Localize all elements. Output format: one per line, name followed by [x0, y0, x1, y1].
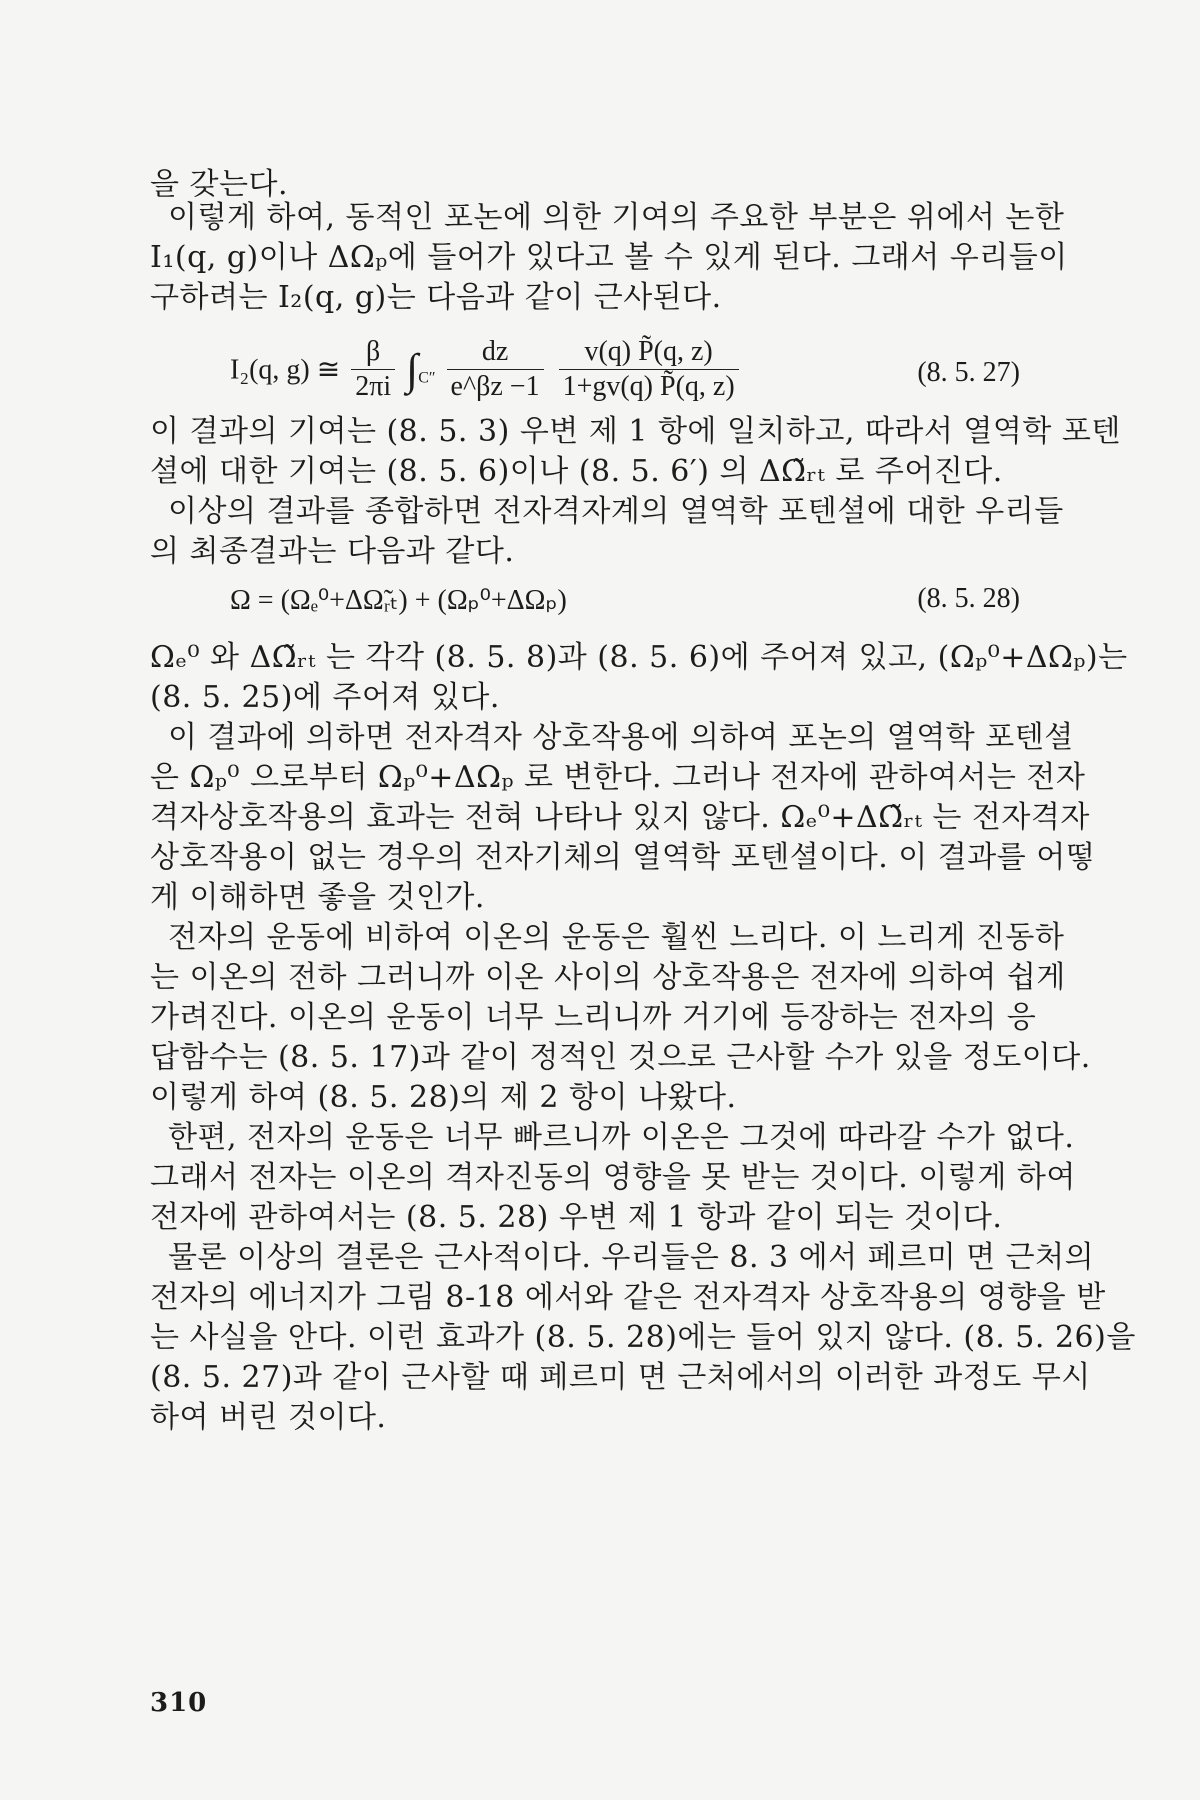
text-line: I₁(q, g)이나 ΔΩₚ에 들어가 있다고 볼 수 있게 된다. 그래서 우리들이: [150, 240, 1068, 275]
fraction-dz: $\frac{dz}{e\^{}\beta z -1}$: [447, 335, 544, 404]
equation-body: Ω = (Ωₑ⁰+ΔΩ̃ᵣₜ) + (Ωₚ⁰+ΔΩₚ): [230, 585, 567, 616]
fraction-beta: $\frac{\beta}{2\pi i}$: [351, 335, 395, 404]
equation-number: (8. 5. 27): [917, 357, 1020, 388]
text-line: 구하려는 I₂(q, g)는 다음과 같이 근사된다.: [150, 280, 722, 315]
text-line: 그래서 전자는 이온의 격자진동의 영향을 못 받는 것이다. 이렇게 하여: [150, 1160, 1076, 1195]
integral-sign: ∫: [406, 345, 419, 394]
text-line: 전자의 에너지가 그림 8-18 에서와 같은 전자격자 상호작용의 영향을 받: [150, 1280, 1106, 1315]
text-line: 하여 버린 것이다.: [150, 1400, 387, 1435]
text-line: 은 Ωₚ⁰ 으로부터 Ωₚ⁰+ΔΩₚ 로 변한다. 그러나 전자에 관하여서는 전자: [150, 760, 1086, 795]
text-line: 는 이온의 전하 그러니까 이온 사이의 상호작용은 전자에 의하여 쉽게: [150, 960, 1066, 995]
equation-8-5-28: [150, 575, 1020, 625]
text-line: 답함수는 (8. 5. 17)과 같이 정적인 것으로 근사할 수가 있을 정도이다.: [150, 1040, 1091, 1075]
text-line: 이 결과의 기여는 (8. 5. 3) 우변 제 1 항에 일치하고, 따라서 열역학 포텐: [150, 414, 1121, 449]
text-line: 게 이해하면 좋을 것인가.: [150, 880, 485, 915]
equation-body: [230, 335, 743, 404]
text-line: 전자의 운동에 비하여 이온의 운동은 훨씬 느리다. 이 느리게 진동하: [168, 920, 1065, 955]
text-line: 셜에 대한 기여는 (8. 5. 6)이나 (8. 5. 6′) 의 ΔΩ̃ᵣₜ 로 주어진다.: [150, 454, 1003, 489]
text-line: 전자에 관하여서는 (8. 5. 28) 우변 제 1 항과 같이 되는 것이다.: [150, 1200, 1003, 1235]
text-line: 는 사실을 안다. 이런 효과가 (8. 5. 28)에는 들어 있지 않다. (8. 5. 26)을: [150, 1320, 1136, 1355]
text-line: (8. 5. 25)에 주어져 있다.: [150, 680, 500, 715]
text-line: 가려진다. 이온의 운동이 너무 느리니까 거기에 등장하는 전자의 응: [150, 1000, 1037, 1035]
equation-8-5-27: [150, 335, 1020, 415]
equation-lhs: I₂(q, g) ≅: [230, 354, 341, 386]
text-line: 을 갖는다.: [150, 167, 288, 202]
text-line: (8. 5. 27)과 같이 근사할 때 페르미 면 근처에서의 이러한 과정도 무시: [150, 1360, 1091, 1395]
text-line: 의 최종결과는 다음과 같다.: [150, 534, 515, 569]
text-line: 이 결과에 의하면 전자격자 상호작용에 의하여 포논의 열역학 포텐셜: [168, 720, 1074, 755]
text-line: 이렇게 하여 (8. 5. 28)의 제 2 항이 나왔다.: [150, 1080, 737, 1115]
text-line: 이상의 결과를 종합하면 전자격자계의 열역학 포텐셜에 대한 우리들: [168, 494, 1064, 529]
text-line: 격자상호작용의 효과는 전혀 나타나 있지 않다. Ωₑ⁰+ΔΩ̃ᵣₜ 는 전자격자: [150, 800, 1090, 835]
fraction-response: $\frac{v(q) P̃(q, z)}{1+gv(q) P̃(q, z)}$: [559, 335, 739, 404]
equation-number: (8. 5. 28): [917, 583, 1020, 614]
text-line: 한편, 전자의 운동은 너무 빠르니까 이온은 그것에 따라갈 수가 없다.: [168, 1120, 1075, 1155]
contour-label: C″: [418, 369, 436, 387]
text-line: Ωₑ⁰ 와 ΔΩ̃ᵣₜ 는 각각 (8. 5. 8)과 (8. 5. 6)에 주어져 있고, (Ωₚ⁰+ΔΩₚ)는: [150, 640, 1128, 675]
text-line: 상호작용이 없는 경우의 전자기체의 열역학 포텐셜이다. 이 결과를 어떻: [150, 840, 1096, 875]
text-line: 물론 이상의 결론은 근사적이다. 우리들은 8. 3 에서 페르미 면 근처의: [168, 1240, 1095, 1275]
page-number: 310: [150, 1688, 208, 1718]
text-line: 이렇게 하여, 동적인 포논에 의한 기여의 주요한 부분은 위에서 논한: [168, 200, 1065, 235]
